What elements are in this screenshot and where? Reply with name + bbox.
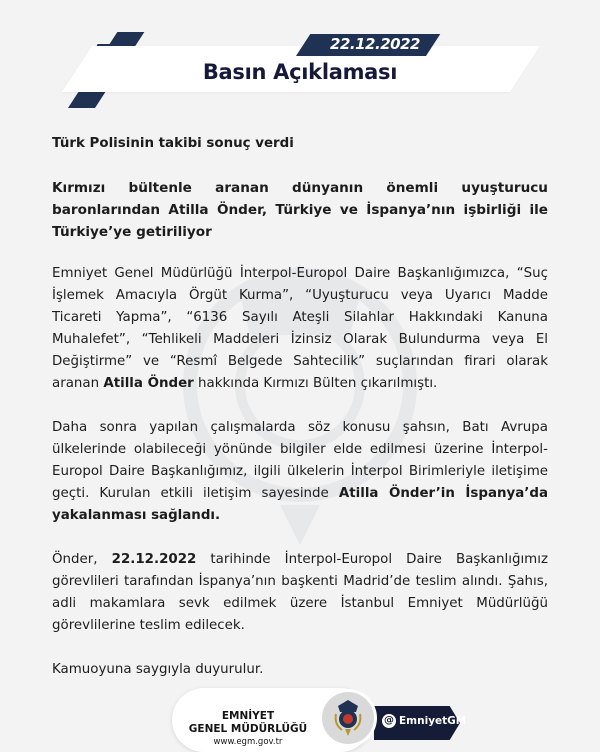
footer-badge [0,680,600,747]
text: hakkında Kırmızı Bülten çıkarılmıştı. [193,376,438,391]
bold-name: Atilla Önder [103,376,194,391]
police-emblem-icon [322,692,374,744]
release-date: 22.12.2022 [330,35,420,53]
org-name-line1: EMNİYET [221,710,275,722]
paragraph-2 [52,417,548,527]
press-release-body [52,133,548,681]
bold-date: 22.12.2022 [111,552,197,567]
subtitle: Türk Polisinin takibi sonuç verdi [52,136,294,151]
website-link[interactable]: www.egm.gov.tr [213,737,283,747]
page-title: Basın Açıklaması [202,60,398,84]
press-release-header [0,0,600,120]
org-name-line2: GENEL MÜDÜRLÜĞÜ [188,723,308,735]
social-handle[interactable] [382,714,466,728]
closing-line: Kamuoyuna saygıyla duyurulur. [52,662,264,677]
headline: Kırmızı bültenle aranan dünyanın önemli uyuşturucu baronlarından Atilla Önder, Türkiye ve İspanya’nın işbirliği ile Türkiye’ye getiriliyor [52,180,548,240]
paragraph-3 [52,549,548,637]
at-icon: @ [384,715,394,726]
text: Önder, [52,552,112,567]
paragraph-1 [52,263,548,395]
text: Emniyet Genel Müdürlüğü İnterpol-Europol Daire Başkanlığımızca, “Suç İşlemek Amacıyla Örgüt Kurma”, “Uyuşturucu veya Uyarıcı Madde Ticareti Yapma”, “6136 Sayılı Ateşli Silahlar Hakkındaki Kanuna Muhalefet”, “Tehlikeli Maddeleri İzinsiz Olarak Bulundurma veya El Değiştirme” ve “Resmî Belgede Sahtecilik” suçlarından firari olarak aranan [52,266,548,391]
text: tarihinde İnterpol-Europol Daire Başkanlığımız görevlileri tarafından İspanya’nın başkenti Madrid’de teslim alındı. Şahıs, adli makamlara sevk edilmek üzere İstanbul Emniyet Müdürlüğü görevlilerine teslim edilecek. [52,552,548,633]
text: Daha sonra yapılan çalışmalarda söz konusu şahsın, Batı Avrupa ülkelerinde olabileceği yönünde bilgiler elde edilmesi üzerine İnterpol-Europol Daire Başkanlığımız, ilgili ülkelerin İnterpol Birimleriyle iletişime geçti. Kurulan etkili iletişim sayesinde [52,420,548,501]
handle-label: EmniyetGM [399,715,467,727]
bold-text: Atilla Önder’in İspanya’da yakalanması sağlandı. [52,486,548,523]
police-logo-icon [322,692,374,744]
